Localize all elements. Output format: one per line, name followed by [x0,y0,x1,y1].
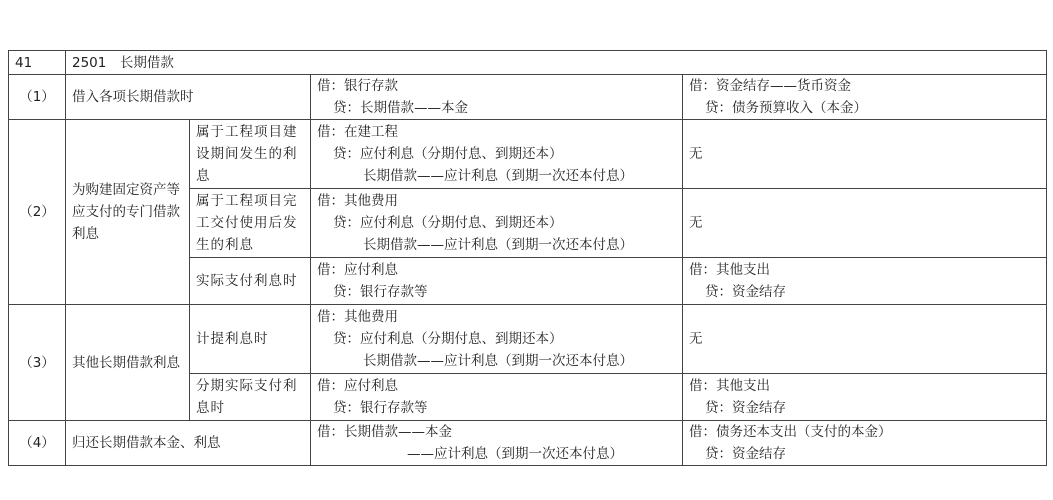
entry-line: 借：应付利息 [317,262,398,278]
entry-line: 借：长期借款——本金 [317,424,452,440]
row-index: （1） [9,75,66,120]
entry-line: 贷：债务预算收入（本金） [705,100,867,116]
entry-line: 借：债务还本支出（支付的本金） [689,424,892,440]
entry-line: 借：应付利息 [317,378,398,394]
budget-accounting-cell [683,258,1047,305]
row-subcategory: 属于工程项目建设期间发生的利息 [190,120,311,189]
entry-line: 借：在建工程 [317,124,398,140]
entry-line: 长期借款——应计利息（到期一次还本付息） [363,168,633,184]
entry-line: 贷：应付利息（分期付息、到期还本） [333,331,563,347]
accounting-entries-table [8,50,1047,466]
entry-line: 贷：银行存款等 [333,400,428,416]
entry-line: 借：其他费用 [317,309,398,325]
header-row [9,51,1047,75]
financial-accounting-cell [311,189,683,258]
account-number: 41 [9,51,66,75]
entry-line: 贷：应付利息（分期付息、到期还本） [333,215,563,231]
entry-line: 借：其他支出 [689,262,770,278]
budget-accounting-cell: 无 [683,305,1047,374]
entry-line: 贷：资金结存 [705,446,786,462]
entry-line: 贷：银行存款等 [333,284,428,300]
entry-line: 贷：应付利息（分期付息、到期还本） [333,146,563,162]
row-subcategory: 属于工程项目完工交付使用后发生的利息 [190,189,311,258]
budget-accounting-cell [683,421,1047,466]
entry-row-3a [9,305,1047,374]
entry-row-4 [9,421,1047,466]
row-description: 借入各项长期借款时 [66,75,311,120]
entry-row-1 [9,75,1047,120]
budget-accounting-cell: 无 [683,189,1047,258]
entry-line: 贷：资金结存 [705,284,786,300]
financial-accounting-cell [311,374,683,421]
financial-accounting-cell [311,305,683,374]
entry-line: 借：其他支出 [689,378,770,394]
entry-line: 借：资金结存——货币资金 [689,78,851,94]
row-category: 为购建固定资产等应支付的专门借款利息 [66,120,190,305]
entry-line: 长期借款——应计利息（到期一次还本付息） [363,353,633,369]
financial-accounting-cell [311,120,683,189]
row-subcategory: 计提利息时 [190,305,311,374]
financial-accounting-cell [311,258,683,305]
entry-line: 借：其他费用 [317,193,398,209]
entry-line: 贷：资金结存 [705,400,786,416]
budget-accounting-cell [683,374,1047,421]
entry-line: ——应计利息（到期一次还本付息） [407,446,623,462]
row-category: 其他长期借款利息 [66,305,190,421]
budget-accounting-cell: 无 [683,120,1047,189]
row-index: （3） [9,305,66,421]
account-title: 2501 长期借款 [66,51,1047,75]
row-subcategory: 实际支付利息时 [190,258,311,305]
financial-accounting-cell [311,75,683,120]
entry-line: 贷：长期借款——本金 [333,100,468,116]
entry-row-2a [9,120,1047,189]
budget-accounting-cell [683,75,1047,120]
row-subcategory: 分期实际支付利息时 [190,374,311,421]
row-index: （4） [9,421,66,466]
entry-line: 借：银行存款 [317,78,398,94]
row-description: 归还长期借款本金、利息 [66,421,311,466]
row-index: （2） [9,120,66,305]
entry-line: 长期借款——应计利息（到期一次还本付息） [363,237,633,253]
financial-accounting-cell [311,421,683,466]
